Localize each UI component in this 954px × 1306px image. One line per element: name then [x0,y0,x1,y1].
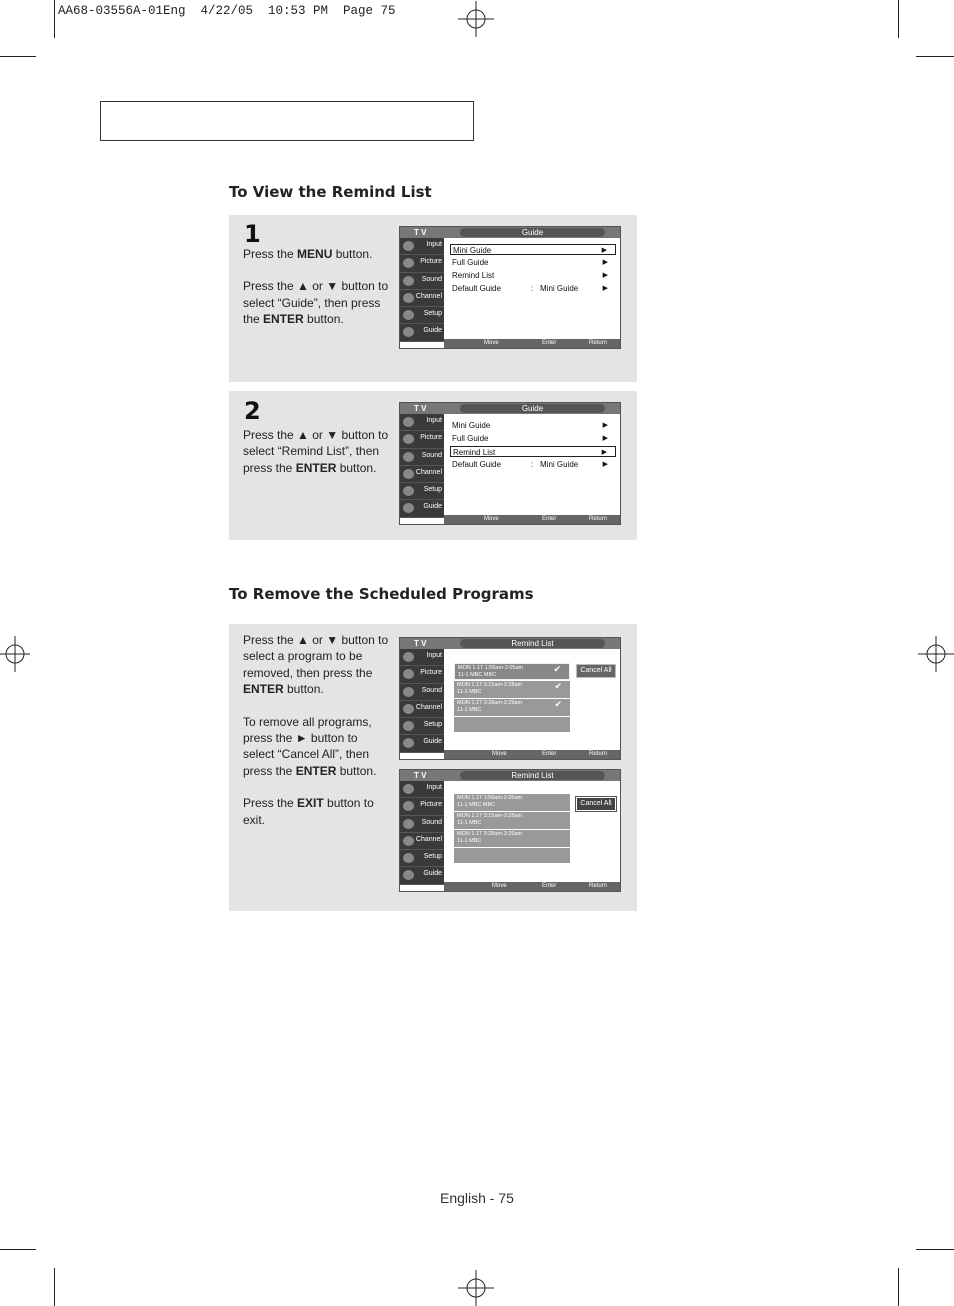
menu-item-full-guide: Full Guide ▶ [452,434,608,443]
sidebar-item-setup: Setup [400,307,444,324]
menu-item-remind-list: Remind List ▶ [450,446,616,457]
crop-mark [898,1268,899,1306]
screen-title-bar: T V Remind List [400,770,620,781]
input-icon [403,417,414,427]
input-icon [403,652,414,662]
screen-tab-title: Remind List [460,639,605,648]
input-icon [403,784,414,794]
menu-item-mini-guide: Mini Guide ▶ [450,244,616,255]
crop-mark [898,0,899,38]
tv-menu-screen-remind-list [399,637,621,760]
registration-mark-icon [458,1,494,37]
sidebar-item-setup: Setup [400,718,444,735]
screen-title-bar: T V Guide [400,403,620,414]
screen-title-bar: T V Guide [400,227,620,238]
channel-icon [403,704,414,714]
sidebar-item-channel: Channel [400,701,444,718]
cancel-all-button: Cancel All [576,797,616,811]
arrow-right-icon: ▶ [601,247,607,254]
crop-mark [0,56,36,57]
screen-help-bar: Move Enter Return [444,750,620,759]
guide-icon [403,738,414,748]
registration-mark-icon [458,1270,494,1306]
sidebar-item-picture: Picture [400,666,444,683]
list-item-empty [454,848,570,863]
screen-sidebar [400,649,444,753]
screen-title-bar: T V Remind List [400,638,620,649]
screen-help-bar: Move Enter Return [444,882,620,891]
guide-icon [403,503,414,513]
list-item-empty [454,717,570,732]
arrow-right-icon: ▶ [602,461,608,468]
screen-tab-title: Remind List [460,771,605,780]
sidebar-item-sound: Sound [400,273,444,290]
screen-tab-title: Guide [460,404,605,413]
list-item: MON 1.17 1:56am-2:05am 11-1 MBC MBC ✔ [454,663,570,680]
setup-icon [403,310,414,320]
screen-help-bar: Move Enter Return [444,339,620,348]
sidebar-item-input: Input [400,414,444,431]
sidebar-item-picture: Picture [400,798,444,815]
picture-icon [403,258,414,268]
menu-item-full-guide: Full Guide ▶ [452,258,608,267]
registration-mark-icon [918,636,954,672]
check-icon: ✔ [554,681,562,691]
sidebar-item-sound: Sound [400,816,444,833]
step-instructions: Press the ▲ or ▼ button to select “Remind List”, then press the ENTER button. [243,428,389,475]
list-item: MON 1.17 3:28am-3:29am 11-1 MBC ✔ [454,699,570,716]
step-number: 2 [244,397,261,425]
arrow-right-icon: ▶ [601,449,607,456]
list-item: MON 1.17 3:15am-3:28am 11-1 MBC [454,812,570,829]
menu-item-remind-list: Remind List ▶ [452,271,608,280]
menu-item-default-guide: Default Guide : Mini Guide ▶ [452,284,608,293]
arrow-right-icon: ▶ [602,285,608,292]
crop-mark [54,0,55,38]
guide-icon [403,870,414,880]
list-item: MON 1.17 3:28am-3:29am 11-1 MBC [454,830,570,847]
sound-icon [403,687,414,697]
sidebar-item-guide: Guide [400,500,444,517]
channel-icon [403,836,414,846]
step-number: 1 [244,220,261,248]
section-title-remove-programs: To Remove the Scheduled Programs [229,585,534,603]
crop-mark [0,1249,36,1250]
check-icon: ✔ [554,699,562,709]
sidebar-item-setup: Setup [400,483,444,500]
channel-icon [403,469,414,479]
channel-icon [403,293,414,303]
sidebar-item-channel: Channel [400,833,444,850]
list-item: MON 1.17 3:15am-3:28am 11-1 MBC ✔ [454,681,570,698]
guide-icon [403,327,414,337]
sidebar-item-input: Input [400,649,444,666]
setup-icon [403,486,414,496]
step-instructions: Press the ▲ or ▼ button to select a program to be removed, then press the ENTER button. To remove all programs, press the ► button to select “Cancel All”, then press the ENTER button. Press the EXIT button to exit. [243,633,389,827]
arrow-right-icon: ▶ [602,422,608,429]
crop-mark [54,1268,55,1306]
sound-icon [403,452,414,462]
arrow-right-icon: ▶ [602,435,608,442]
picture-icon [403,669,414,679]
sidebar-item-channel: Channel [400,290,444,307]
arrow-right-icon: ▶ [602,272,608,279]
tv-menu-screen-guide [399,226,621,349]
registration-mark-icon [0,636,30,672]
setup-icon [403,721,414,731]
sidebar-item-input: Input [400,781,444,798]
sidebar-item-picture: Picture [400,255,444,272]
sound-icon [403,819,414,829]
page-number: English - 75 [440,1190,514,1206]
sidebar-item-setup: Setup [400,850,444,867]
input-icon [403,241,414,251]
screen-sidebar [400,238,444,342]
print-slug: AA68-03556A-01Eng 4/22/05 10:53 PM Page 75 [58,4,396,18]
menu-item-default-guide: Default Guide : Mini Guide ▶ [452,460,608,469]
check-icon: ✔ [553,664,561,674]
tv-menu-screen-remind-list-cancel [399,769,621,892]
setup-icon [403,853,414,863]
menu-item-mini-guide: Mini Guide ▶ [452,421,608,430]
sidebar-item-guide: Guide [400,324,444,341]
screen-sidebar [400,781,444,885]
screen-sidebar [400,414,444,518]
sidebar-item-picture: Picture [400,431,444,448]
tv-menu-screen-guide-remind [399,402,621,525]
screen-tab-title: Guide [460,228,605,237]
arrow-right-icon: ▶ [602,259,608,266]
cancel-all-button: Cancel All [576,664,616,678]
list-item: MON 1.17 1:56am-2:05am 11-1 MBC MBC [454,794,570,811]
screen-help-bar: Move Enter Return [444,515,620,524]
picture-icon [403,434,414,444]
sidebar-item-sound: Sound [400,684,444,701]
sidebar-item-input: Input [400,238,444,255]
step-instructions: Press the MENU button. Press the ▲ or ▼ button to select “Guide”, then press the ENTER button. [243,247,389,327]
sidebar-item-guide: Guide [400,735,444,752]
sidebar-item-channel: Channel [400,466,444,483]
picture-icon [403,801,414,811]
crop-mark [916,1249,954,1250]
sound-icon [403,276,414,286]
sidebar-item-guide: Guide [400,867,444,884]
chapter-title-box [100,101,474,141]
crop-mark [916,56,954,57]
section-title-view-remind-list: To View the Remind List [229,183,432,201]
sidebar-item-sound: Sound [400,449,444,466]
